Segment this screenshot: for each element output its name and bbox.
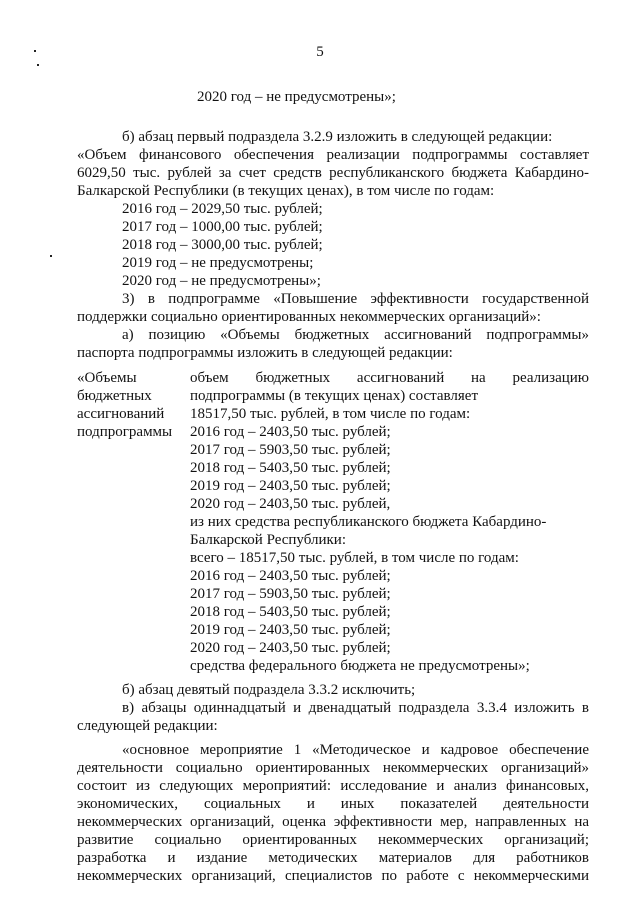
- table-value: объем бюджетных ассигнований на реализацию: [190, 370, 589, 386]
- text-line: следующей редакции:: [77, 718, 218, 734]
- text-line: «основное мероприятие 1 «Методическое и кадровое обеспечение: [122, 742, 589, 758]
- table-value: 2019 год – 2403,50 тыс. рублей;: [190, 478, 391, 494]
- text-line: поддержки социально ориентированных некоммерческих организаций»:: [77, 309, 541, 325]
- text-line: некоммерческих организаций, оценка эффективности мер, направленных на: [77, 814, 589, 830]
- table-value: Балкарской Республики:: [190, 532, 346, 548]
- text-line: разработка и издание методических материалов для работников: [77, 850, 589, 866]
- text-line: 2019 год – не предусмотрены;: [122, 255, 314, 271]
- table-value: подпрограммы (в текущих ценах) составляет: [190, 388, 479, 404]
- page-number: 5: [316, 44, 324, 60]
- text-line: экономических, социальных и иных показателей деятельности: [77, 796, 589, 812]
- text-line: 6029,50 тыс. рублей за счет средств республиканского бюджета Кабардино-: [77, 165, 589, 181]
- table-value: 18517,50 тыс. рублей, в том числе по годам:: [190, 406, 471, 422]
- text-line: 2017 год – 1000,00 тыс. рублей;: [122, 219, 323, 235]
- text-line: б) абзац девятый подраздела 3.3.2 исключить;: [122, 682, 416, 698]
- text-line: а) позицию «Объемы бюджетных ассигнований подпрограммы»: [122, 327, 589, 343]
- table-value: 2018 год – 5403,50 тыс. рублей;: [190, 460, 391, 476]
- text-line: состоит из следующих мероприятий: исследование и анализ финансовых,: [77, 778, 589, 794]
- table-value: 2019 год – 2403,50 тыс. рублей;: [190, 622, 391, 638]
- table-value: 2016 год – 2403,50 тыс. рублей;: [190, 424, 391, 440]
- text-line: Балкарской Республики (в текущих ценах), в том числе по годам:: [77, 183, 495, 199]
- table-value: из них средства республиканского бюджета Кабардино-: [190, 514, 547, 530]
- table-value: 2017 год – 5903,50 тыс. рублей;: [190, 586, 391, 602]
- text-line: 2020 год – не предусмотрены»;: [122, 273, 321, 289]
- table-label: бюджетных: [77, 388, 152, 404]
- table-label: «Объемы: [77, 370, 137, 386]
- table-value: 2017 год – 5903,50 тыс. рублей;: [190, 442, 391, 458]
- table-value: 2016 год – 2403,50 тыс. рублей;: [190, 568, 391, 584]
- text-line: в) абзацы одиннадцатый и двенадцатый подраздела 3.3.4 изложить в: [122, 700, 589, 716]
- table-value: средства федерального бюджета не предусмотрены»;: [190, 658, 530, 674]
- table-label: подпрограммы: [77, 424, 173, 440]
- table-value: 2018 год – 5403,50 тыс. рублей;: [190, 604, 391, 620]
- text-line: некоммерческих организаций, специалистов по работе с некоммерческими: [77, 868, 589, 884]
- text-line: 3) в подпрограмме «Повышение эффективности государственной: [122, 291, 589, 307]
- text-line: 2020 год – не предусмотрены»;: [197, 89, 396, 105]
- table-value: 2020 год – 2403,50 тыс. рублей,: [190, 496, 391, 512]
- scan-mark: [37, 64, 39, 66]
- table-value: 2020 год – 2403,50 тыс. рублей;: [190, 640, 391, 656]
- text-line: б) абзац первый подраздела 3.2.9 изложить в следующей редакции:: [122, 129, 553, 145]
- text-line: деятельности социально ориентированных некоммерческих организаций»: [77, 760, 589, 776]
- text-line: 2018 год – 3000,00 тыс. рублей;: [122, 237, 323, 253]
- text-line: развитие социально ориентированных некоммерческих организаций;: [77, 832, 589, 848]
- scan-mark: [50, 255, 52, 257]
- table-label: ассигнований: [77, 406, 165, 422]
- table-value: всего – 18517,50 тыс. рублей, в том числе по годам:: [190, 550, 519, 566]
- text-line: паспорта подпрограммы изложить в следующей редакции:: [77, 345, 453, 361]
- text-line: «Объем финансового обеспечения реализации подпрограммы составляет: [77, 147, 589, 163]
- text-line: 2016 год – 2029,50 тыс. рублей;: [122, 201, 323, 217]
